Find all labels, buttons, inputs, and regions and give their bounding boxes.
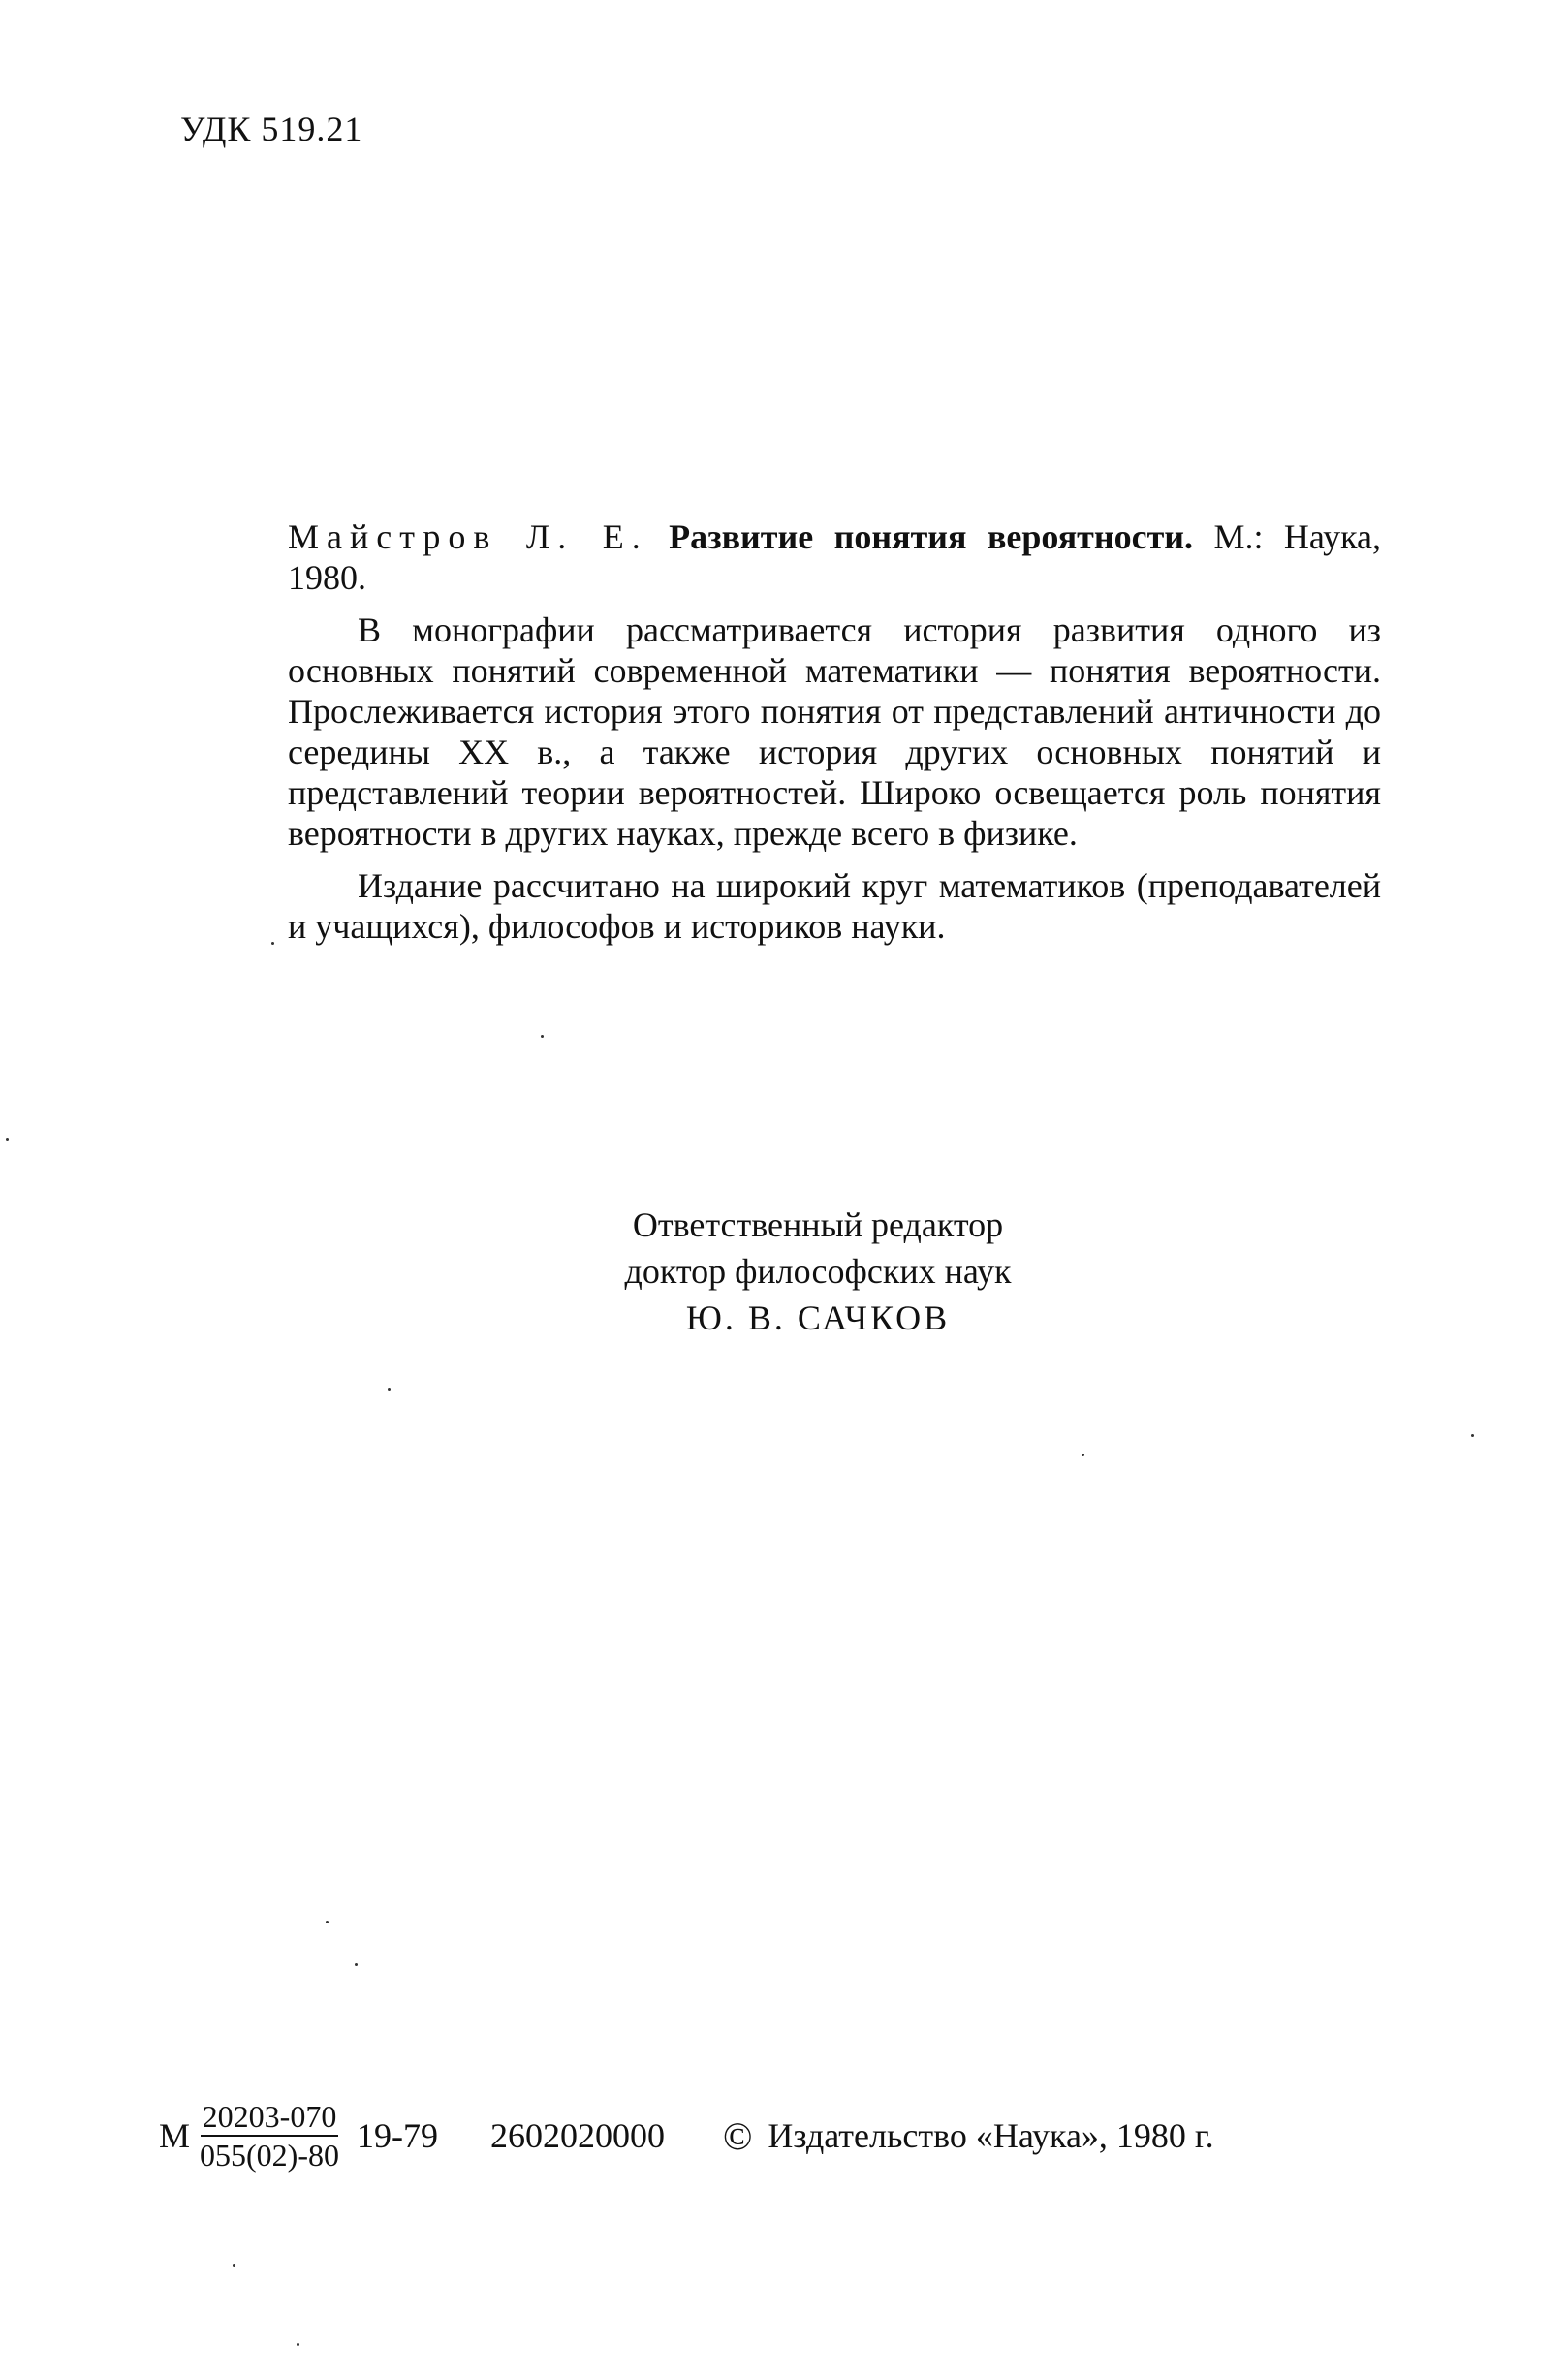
responsible-editor-block bbox=[0, 1202, 1568, 1341]
copyright-text: Издательство «Наука», 1980 г. bbox=[768, 2116, 1214, 2155]
scan-speck bbox=[541, 1035, 544, 1038]
book-title: Развитие понятия вероятности. bbox=[669, 517, 1194, 556]
scan-speck bbox=[233, 2264, 235, 2267]
scan-speck bbox=[355, 1963, 358, 1966]
scan-speck bbox=[297, 2343, 299, 2346]
abstract-paragraph-1: В монографии рассматривается история развития одного из основных понятий современной математики — понятия вероятности. Прослеживается история этого понятия от представлений античности до середины XX в., а также история других основных понятий и представлений теории вероятностей. Широко освещается роль понятия вероятности в других науках, прежде всего в физике. bbox=[288, 610, 1381, 853]
imprint-fraction bbox=[200, 2098, 339, 2173]
imprint-code: 2602020000 bbox=[489, 2116, 665, 2155]
udk-code: УДК 519.21 bbox=[180, 109, 363, 148]
editor-role: Ответственный редактор bbox=[632, 1205, 1004, 1244]
editor-name: Ю. В. САЧКОВ bbox=[685, 1298, 951, 1337]
scan-speck bbox=[271, 942, 274, 945]
publication-info: М.: Наука, 1980. bbox=[288, 517, 1381, 597]
bibliographic-citation bbox=[288, 516, 1381, 598]
imprint-line bbox=[159, 2089, 1214, 2182]
editor-degree: доктор философских наук bbox=[624, 1252, 1012, 1291]
imprint-letter: М bbox=[159, 2116, 191, 2155]
abstract-block bbox=[288, 516, 1381, 958]
abstract-paragraph-2: Издание рассчитано на широкий круг математиков (преподавателей и учащихся), философов и историков науки. bbox=[288, 866, 1381, 946]
scan-speck bbox=[388, 1388, 391, 1391]
fraction-numerator: 20203-070 bbox=[201, 2098, 339, 2137]
imprint-series: 19-79 bbox=[356, 2116, 438, 2155]
scan-speck bbox=[326, 1921, 329, 1923]
author-name: Майстров Л. Е. bbox=[288, 517, 648, 556]
scan-speck bbox=[1471, 1434, 1474, 1437]
scan-speck bbox=[6, 1138, 9, 1141]
fraction-denominator: 055(02)-80 bbox=[200, 2138, 339, 2173]
scan-speck bbox=[1082, 1454, 1084, 1456]
copyright-icon: © bbox=[722, 2113, 753, 2158]
